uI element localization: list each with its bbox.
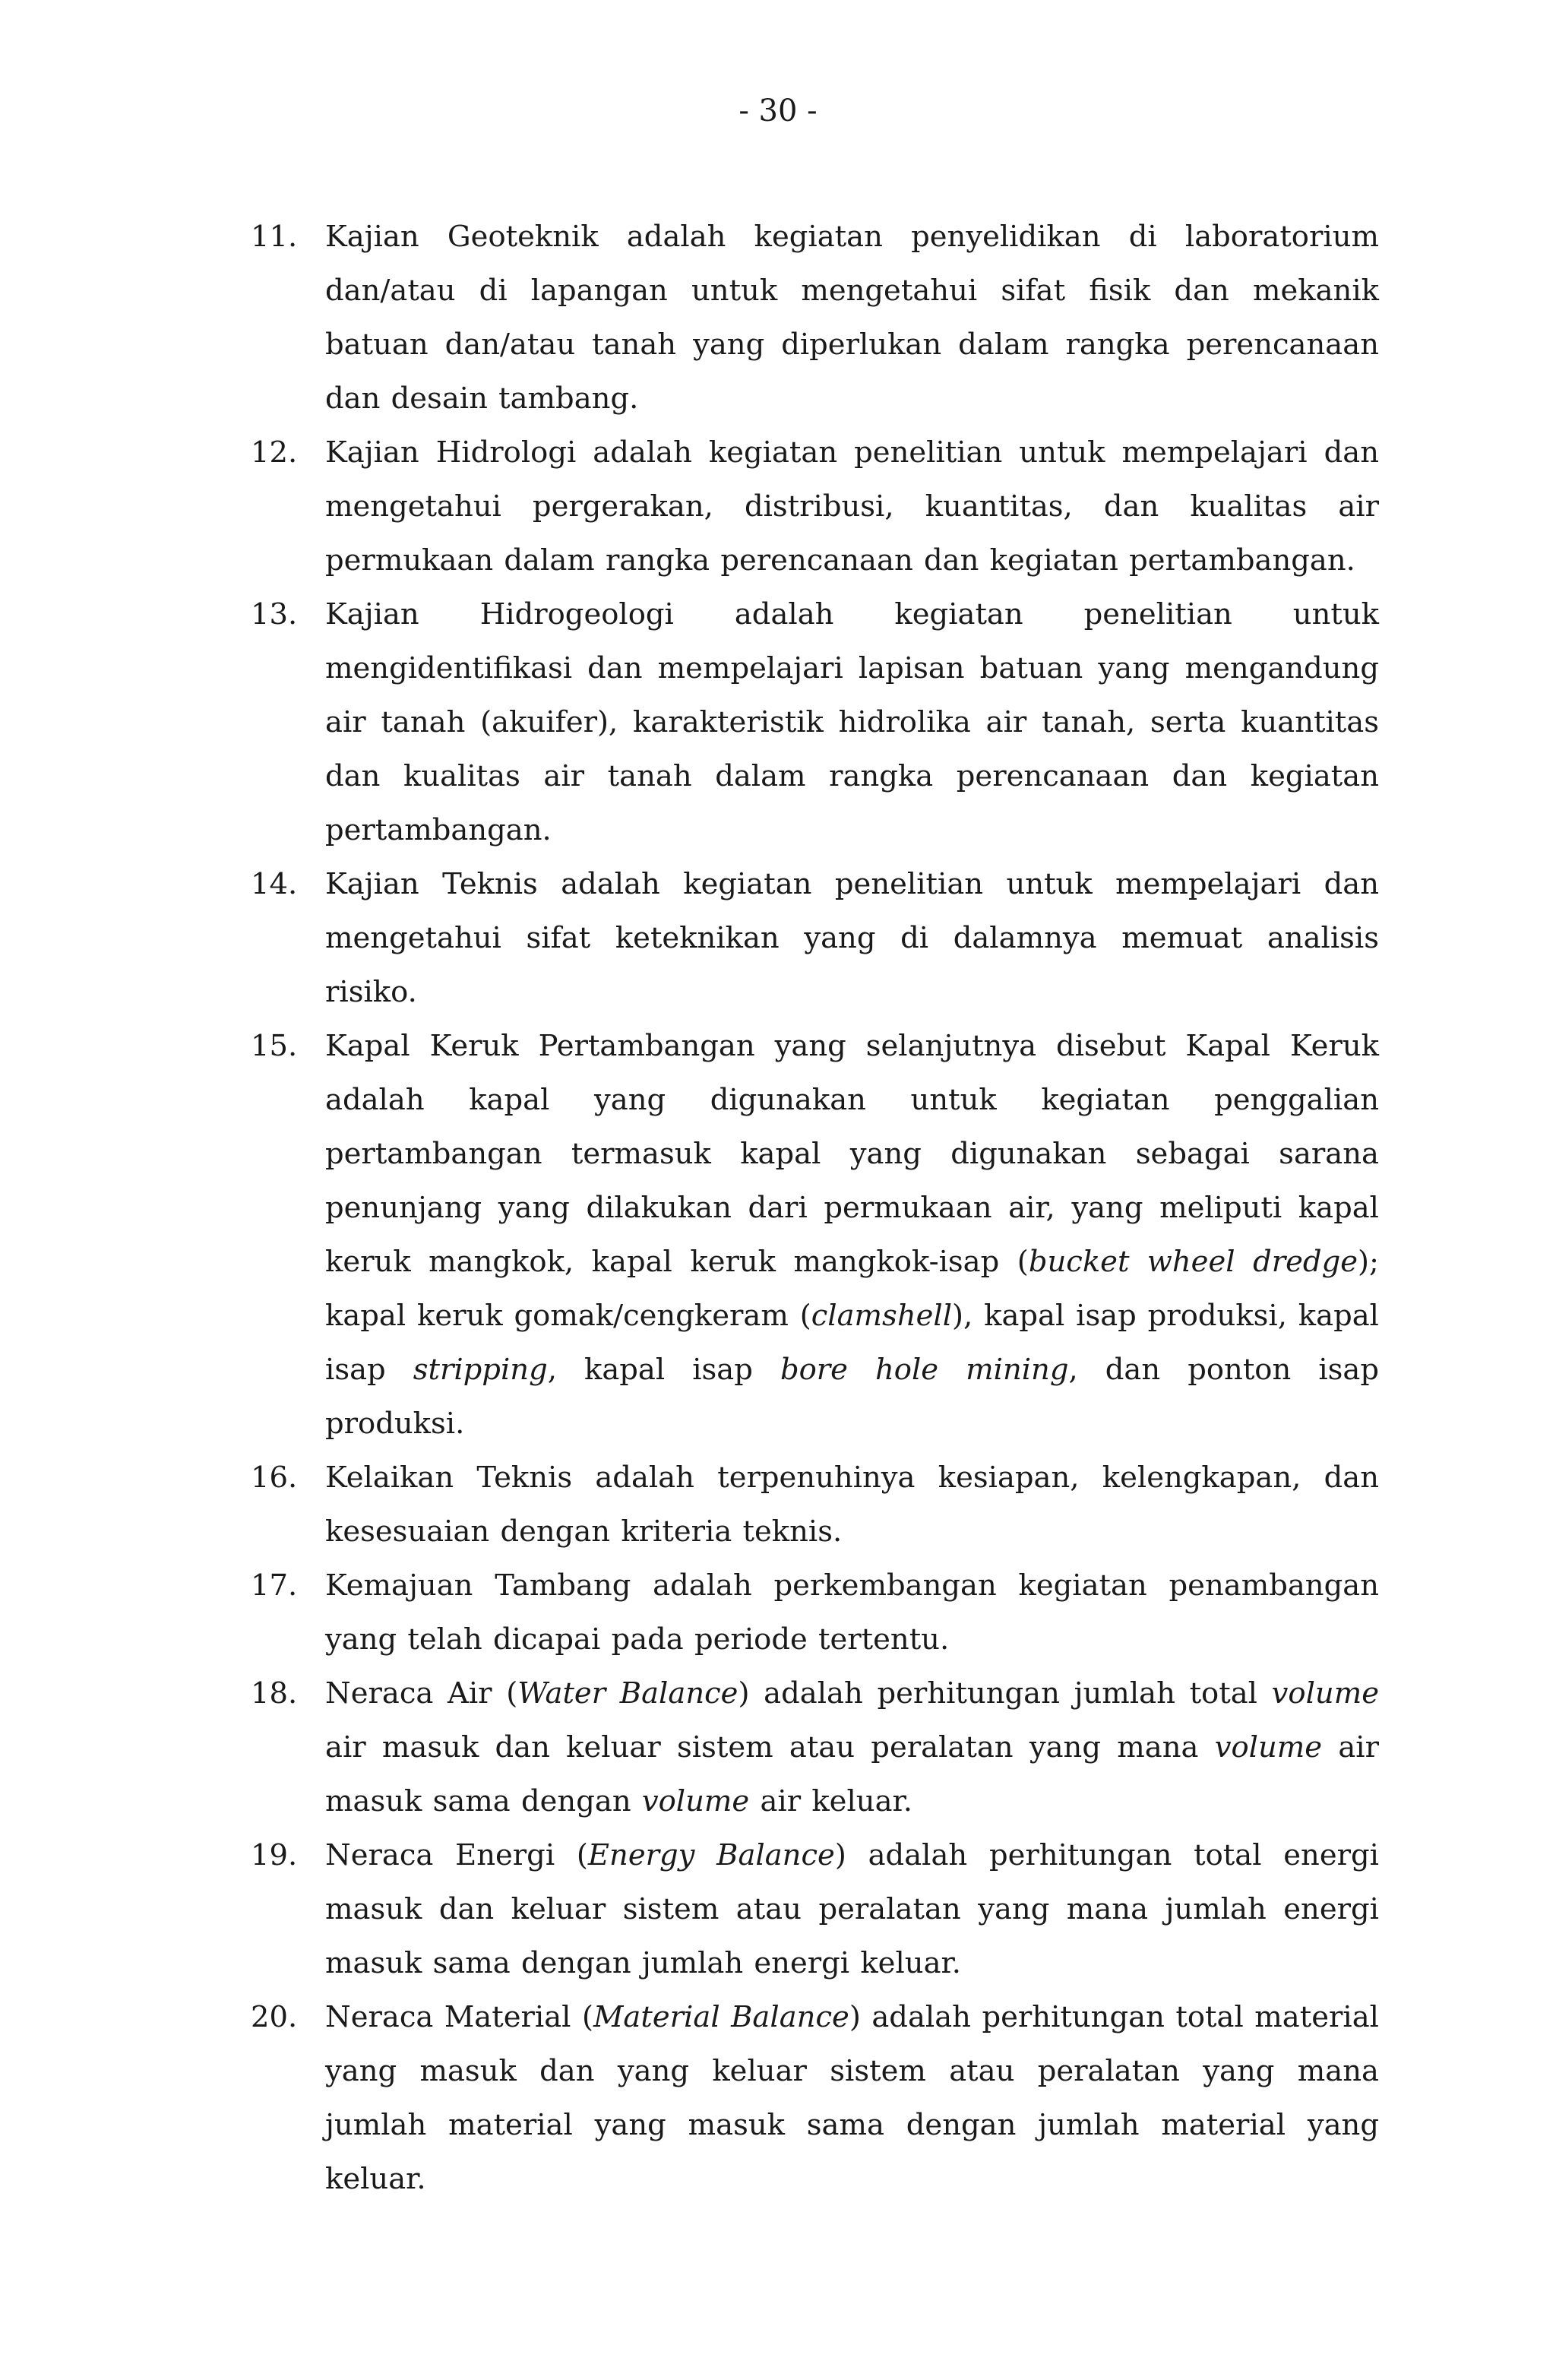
definition-text — [325, 597, 1379, 847]
definition-item-20 — [228, 1990, 1379, 2206]
definition-number: 20. — [251, 2000, 298, 2034]
text-segment: ) adalah perhitungan jumlah total — [738, 1676, 1272, 1711]
definition-text — [325, 1676, 1379, 1818]
text-segment: ); kapal keruk gomak/cengkeram ( — [325, 1245, 1379, 1333]
definition-item-12 — [228, 426, 1379, 587]
text-segment-italic: volume — [1271, 1676, 1379, 1711]
text-segment: Kapal Keruk Pertambangan yang selanjutnya disebut Kapal Keruk adalah kapal yang digunakan untuk kegiatan penggalian pertambangan termasuk kapal yang digunakan sebagai sarana penunjang yang dilakukan dari permukaan air, yang meliputi kapal keruk mangkok, kapal keruk mangkok-isap ( — [325, 1029, 1379, 1279]
definition-text — [325, 2000, 1379, 2196]
definition-text — [325, 220, 1379, 416]
definition-number: 17. — [251, 1568, 298, 1603]
text-segment: Kajian Hidrologi adalah kegiatan penelitian untuk mempelajari dan mengetahui pergerakan, distribusi, kuantitas, dan kualitas air permukaan dalam rangka perencanaan dan kegiatan pertambangan. — [325, 435, 1379, 578]
definition-item-11 — [228, 210, 1379, 426]
text-segment: , dan ponton isap produksi. — [325, 1353, 1379, 1441]
definition-number: 19. — [251, 1838, 298, 1872]
page-number: - 30 - — [738, 93, 818, 128]
text-segment-italic: volume — [641, 1784, 750, 1818]
text-segment-italic: stripping — [413, 1353, 548, 1387]
text-segment: ), kapal isap produksi, kapal isap — [325, 1299, 1379, 1387]
definition-number: 15. — [251, 1029, 298, 1063]
text-segment: air masuk dan keluar sistem atau peralatan yang mana — [325, 1730, 1215, 1764]
definition-item-16 — [228, 1451, 1379, 1559]
text-segment: ) adalah perhitungan total material yang masuk dan yang keluar sistem atau peralatan yang mana jumlah material yang masuk sama dengan jumlah material yang keluar. — [325, 2000, 1379, 2196]
text-segment: ) adalah perhitungan total energi masuk dan keluar sistem atau peralatan yang mana jumlah energi masuk sama dengan jumlah energi keluar. — [325, 1838, 1379, 1980]
definition-number: 11. — [251, 220, 298, 254]
text-segment: Kelaikan Teknis adalah terpenuhinya kesiapan, kelengkapan, dan kesesuaian dengan kriteria teknis. — [325, 1461, 1379, 1549]
definition-item-18 — [228, 1666, 1379, 1828]
text-segment-italic: bore hole mining — [780, 1353, 1069, 1387]
definition-item-17 — [228, 1559, 1379, 1666]
text-segment: , kapal isap — [547, 1353, 780, 1387]
text-segment: Neraca Energi ( — [325, 1838, 588, 1872]
text-segment-italic: bucket wheel dredge — [1028, 1245, 1358, 1279]
definition-text — [325, 435, 1379, 578]
text-segment: air keluar. — [749, 1784, 912, 1818]
text-segment: Kajian Hidrogeologi adalah kegiatan penelitian untuk mengidentifikasi dan mempelajari lapisan batuan yang mengandung air tanah (akuifer), karakteristik hidrolika air tanah, serta kuantitas dan kualitas air tanah dalam rangka perencanaan dan kegiatan pertambangan. — [325, 597, 1379, 847]
definition-item-14 — [228, 857, 1379, 1019]
definition-text — [325, 1461, 1379, 1549]
definition-number: 16. — [251, 1461, 298, 1495]
text-segment-italic: Water Balance — [517, 1676, 738, 1711]
definition-text — [325, 1029, 1379, 1441]
text-segment-italic: Energy Balance — [587, 1838, 835, 1872]
text-segment: air masuk sama dengan — [325, 1730, 1379, 1818]
text-segment-italic: clamshell — [811, 1299, 953, 1333]
definition-item-13 — [228, 587, 1379, 857]
definition-text — [325, 1568, 1379, 1657]
definition-text — [325, 867, 1379, 1009]
definition-item-15 — [228, 1019, 1379, 1451]
definition-number: 14. — [251, 867, 298, 901]
definition-text — [325, 1838, 1379, 1980]
text-segment: Kemajuan Tambang adalah perkembangan kegiatan penambangan yang telah dicapai pada periode tertentu. — [325, 1568, 1379, 1657]
text-segment: Neraca Air ( — [325, 1676, 518, 1711]
text-segment-italic: Material Balance — [593, 2000, 849, 2034]
definition-number: 13. — [251, 597, 298, 631]
text-segment: Kajian Teknis adalah kegiatan penelitian untuk mempelajari dan mengetahui sifat keteknikan yang di dalamnya memuat analisis risiko. — [325, 867, 1379, 1009]
definition-number: 12. — [251, 435, 298, 470]
definition-number: 18. — [251, 1676, 298, 1711]
text-segment: Kajian Geoteknik adalah kegiatan penyelidikan di laboratorium dan/atau di lapangan untuk mengetahui sifat fisik dan mekanik batuan dan/atau tanah yang diperlukan dalam rangka perencanaan dan desain tambang. — [325, 220, 1379, 416]
definition-item-19 — [228, 1828, 1379, 1990]
definition-list — [228, 210, 1379, 2206]
text-segment: Neraca Material ( — [325, 2000, 594, 2034]
text-segment-italic: volume — [1214, 1730, 1323, 1764]
